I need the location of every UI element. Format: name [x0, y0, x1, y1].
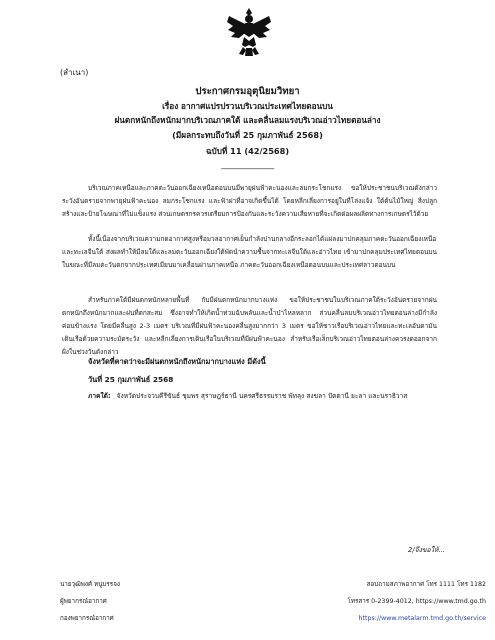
- paragraph-2: ทั้งนี้เนื่องจากบริเวณความกดอากาศสูงหรือมวลอากาศเย็นกำลังปานกลางอีกระลอกได้แผ่ลงมาปกคลุมภาคตะวันออกเฉียงเหนือและทะเลจีนใต้ ส่งผลทำให้มีลมใต้และลมตะวันออกเฉียงใต้พัดนำความชื้นจากทะเลจีนใต้และอ่าวไทย เข้ามาปกคลุมประเทศไทยตอนบน ในขณะที่มีลมตะวันตกจากประเทศเมียนมาเคลื่อนผ่านภาคเหนือ ภาคตะวันออกเฉียงเหนือตอนบนและประเทศลาวตอนบน: [62, 235, 437, 269]
- forecaster-title: ผู้พยากรณ์อากาศ: [60, 598, 107, 605]
- forecaster-name: นายวุฒิพงศ์ หนูบรรจง: [60, 581, 120, 588]
- continuation-note: 2/จึงขอให้...: [408, 546, 445, 554]
- province-list: จังหวัดประจวบคีรีขันธ์ ชุมพร สุราษฎร์ธานี นครศรีธรรมราช พัทลุง สงขลา ปัตตานี ยะลา และนราธิวาส: [116, 392, 408, 400]
- forecast-heading: จังหวัดที่คาดว่าจะมีฝนตกหนักถึงหนักมากบางแห่ง มีดังนี้: [88, 357, 266, 366]
- region-label: ภาคใต้:: [88, 392, 111, 400]
- garuda-emblem-icon: [225, 6, 273, 60]
- paragraph-1: บริเวณภาคเหนือและภาคตะวันออกเฉียงเหนือตอนบนมีพายุฝนฟ้าคะนองและลมกระโชกแรง ขอให้ประชาชนบริเวณดังกล่าวระวังอันตรายจากพายุฝนฟ้าคะนอง ลมกระโชกแรง และฟ้าผ่าที่อาจเกิดขึ้นได้ โดยหลีกเลี่ยงการอยู่ในที่โล่งแจ้ง ใต้ต้นไม้ใหญ่ สิ่งปลูกสร้างและป้ายโฆษณาที่ไม่แข็งแรง ส่วนเกษตรกรควรเตรียมการป้องกันและระวังความเสียหายที่จะเกิดต่อผลผลิตทางการเกษตรไว้ด้วย: [62, 184, 437, 218]
- subject-line-2: ฝนตกหนักถึงหนักมากบริเวณภาคใต้ และคลื่นลมแรงบริเวณอ่าวไทยตอนล่าง: [114, 115, 381, 125]
- contact-fax-website[interactable]: โทรสาร 0-2399-4012, https://www.tmd.go.th: [347, 598, 486, 605]
- subject-line-1: เรื่อง อากาศแปรปรวนบริเวณประเทศไทยตอนบน: [162, 101, 333, 111]
- forecast-region: [88, 390, 407, 401]
- forecast-date: วันที่ 25 กุมภาพันธ์ 2568: [88, 375, 174, 384]
- paragraph-3: สำหรับภาคใต้มีฝนตกหนักหลายพื้นที่ กับมีฝนตกหนักมากบางแห่ง ขอให้ประชาชนในบริเวณภาคใต้ระวังอันตรายจากฝนตกหนักถึงหนักมากและฝนที่ตกสะสม ซึ่งอาจทำให้เกิดน้ำท่วมฉับพลันและน้ำป่าไหลหลาก ส่วนคลื่นลมบริเวณอ่าวไทยตอนล่างมีกำลังค่อนข้างแรง โดยมีคลื่นสูง 2-3 เมตร บริเวณที่มีฝนฟ้าคะนองคลื่นสูงมากกว่า 3 เมตร ขอให้ชาวเรือบริเวณอ่าวไทยและทะเลอันดามันเดินเรือด้วยความระมัดระวัง และหลีกเลี่ยงการเดินเรือในบริเวณที่มีฝนฟ้าคะนอง สำหรับเรือเล็กบริเวณอ่าวไทยตอนล่างควรงดออกจากฝั่งในช่วงวันดังกล่าว: [62, 296, 437, 356]
- division-name: กองพยากรณ์อากาศ: [60, 615, 114, 622]
- separator-line: _______________: [221, 160, 274, 169]
- footer-contact: [290, 576, 486, 627]
- footer-signature: [60, 576, 120, 627]
- service-link[interactable]: https://www.metalarm.tmd.go.th/service: [358, 615, 486, 622]
- effective-date: (มีผลกระทบถึงวันที่ 25 กุมภาพันธ์ 2568): [172, 130, 323, 140]
- copy-mark: (สำเนา): [60, 68, 89, 77]
- bulletin-number: ฉบับที่ 11 (42/2568): [205, 146, 290, 156]
- contact-phone: สอบถามสภาพอากาศ โทร 1111 โทร 1182: [366, 581, 486, 588]
- announcement-title: ประกาศกรมอุตุนิยมวิทยา: [195, 86, 300, 97]
